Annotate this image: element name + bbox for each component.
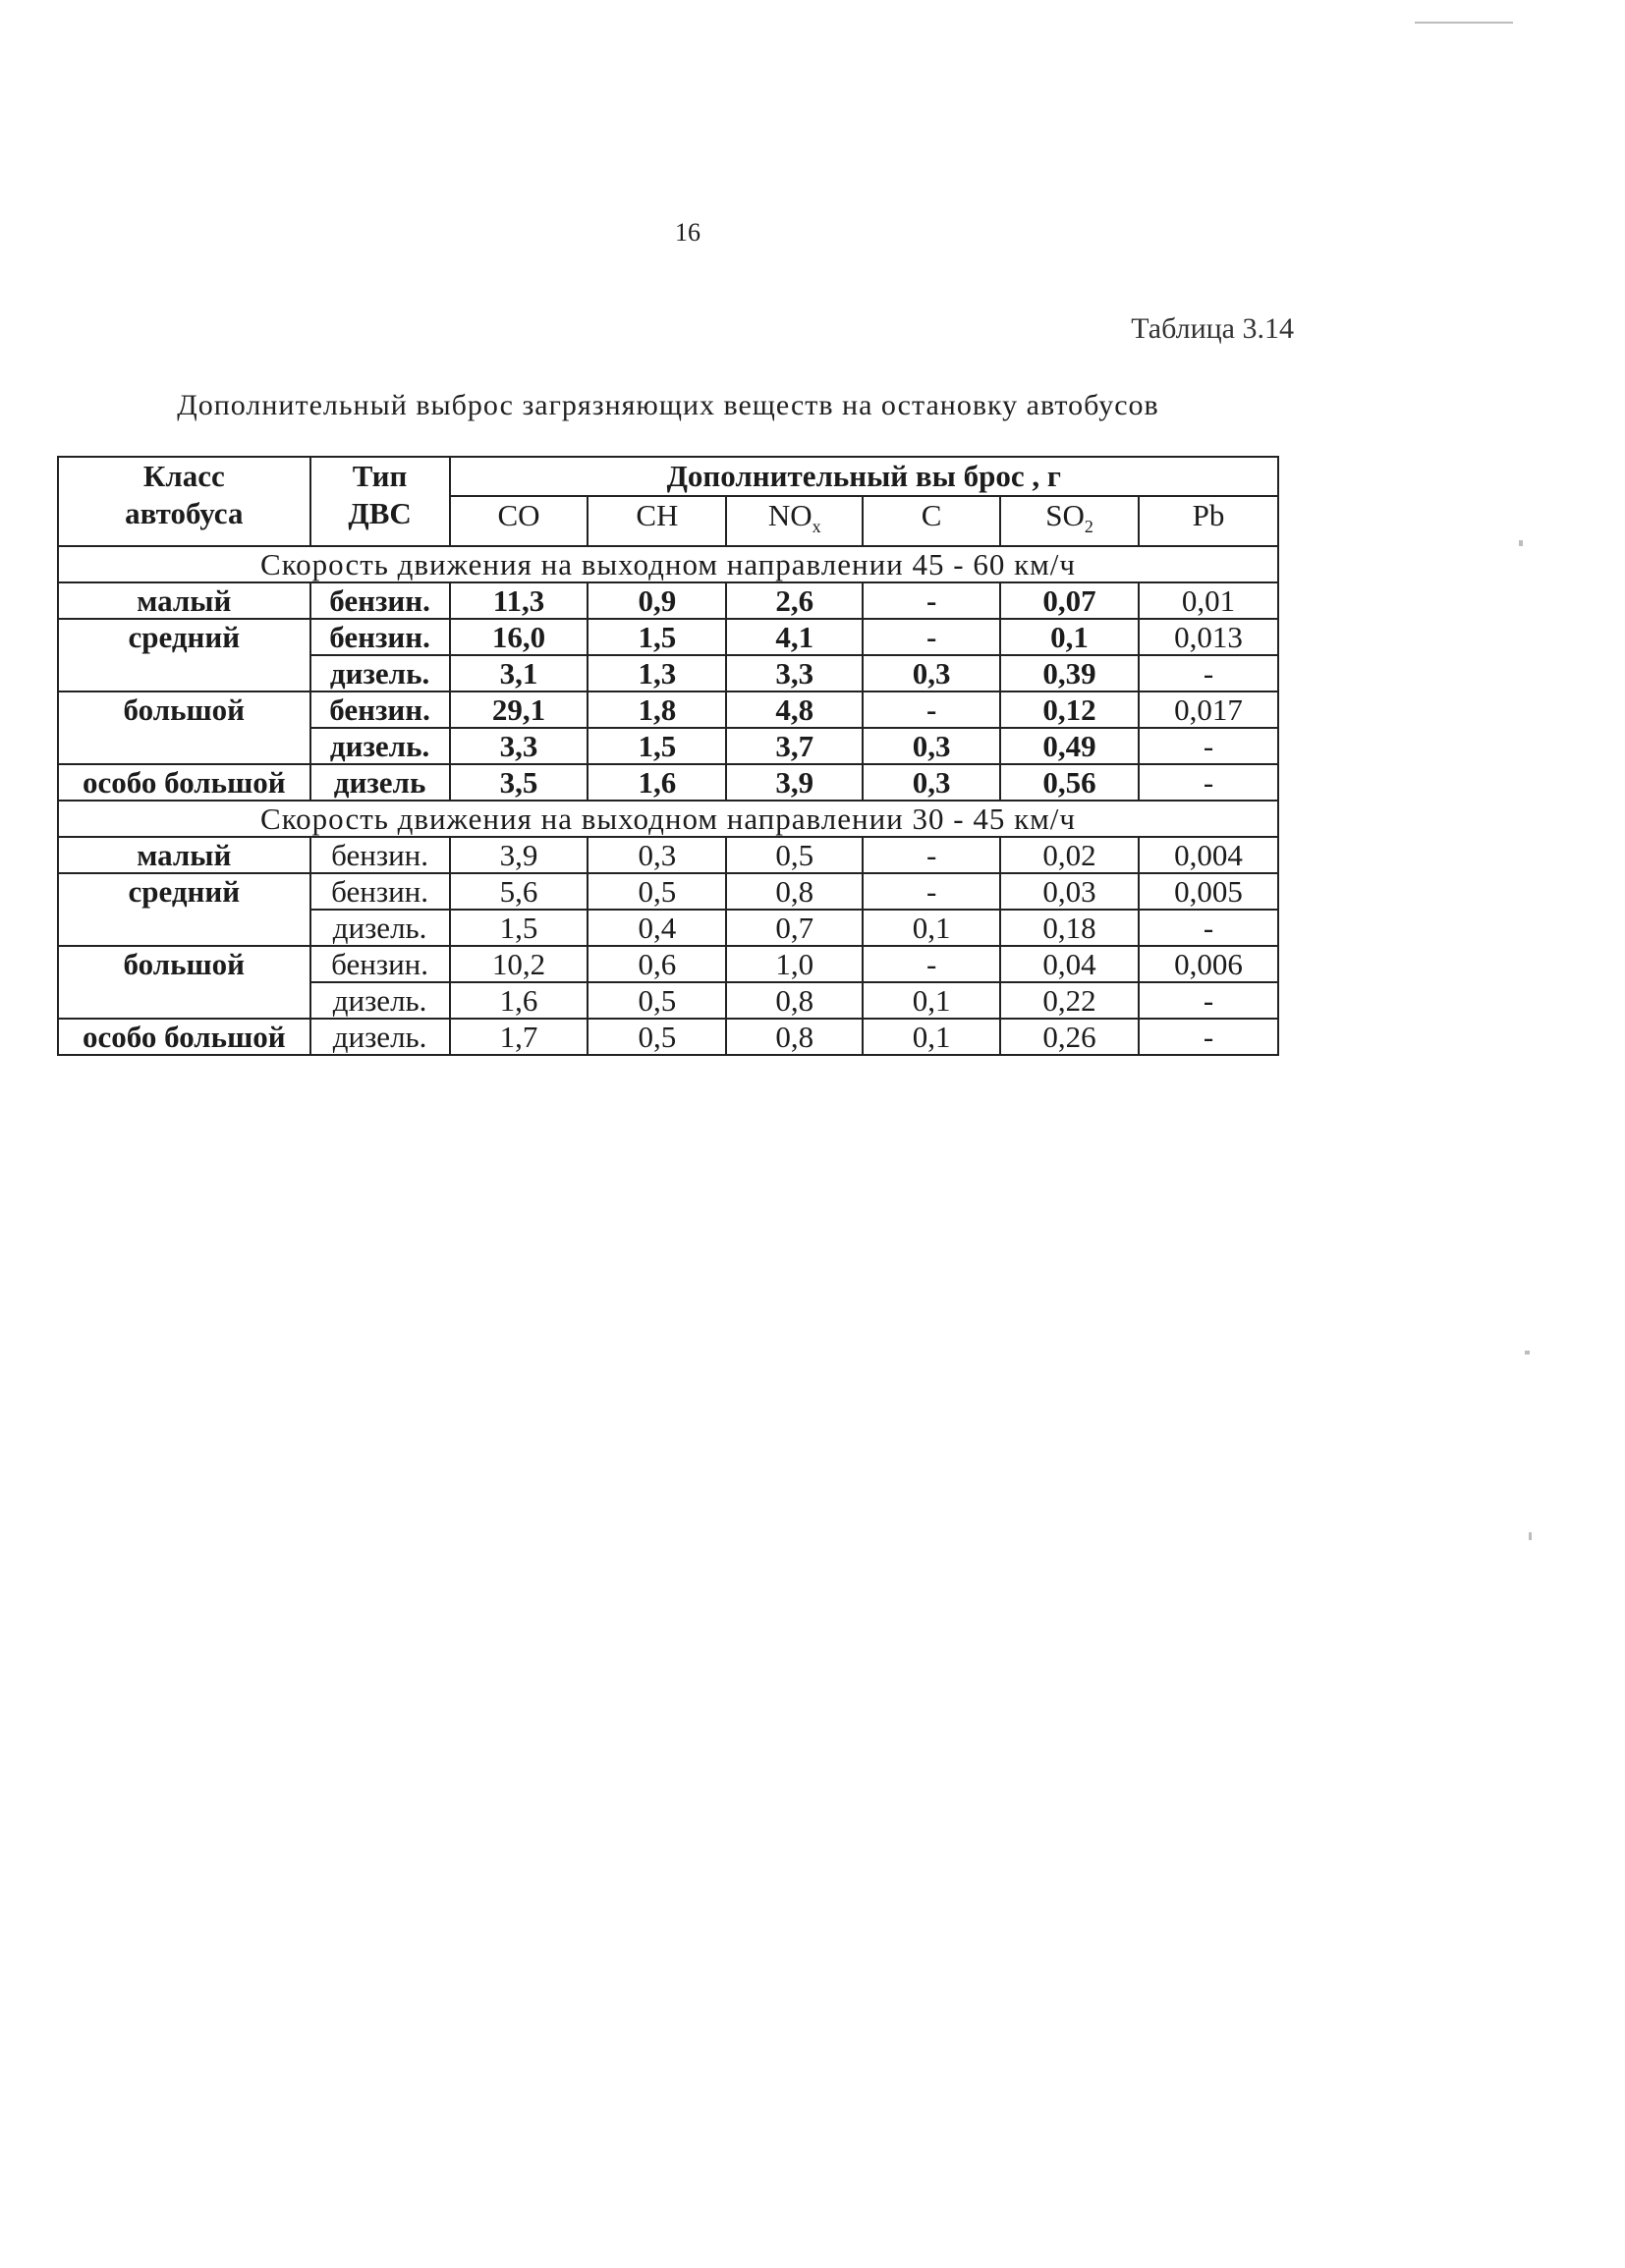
value-cell-pb: - [1139,1019,1278,1055]
engine-type-cell: бензин. [310,946,450,982]
value-cell-ch: 0,6 [588,946,726,982]
value-cell-so2: 0,56 [1000,764,1139,801]
value-cell-pb: - [1139,655,1278,691]
value-cell-so2: 0,02 [1000,837,1139,873]
engine-type-cell: бензин. [310,873,450,910]
bus-class-cell: особо большой [58,764,310,801]
scan-speck [1525,1351,1530,1355]
table-number: Таблица 3.14 [1131,312,1294,345]
value-cell-co: 1,7 [450,1019,588,1055]
table-row [58,837,1278,873]
value-cell-pb: 0,01 [1139,582,1278,619]
value-cell-so2: 0,22 [1000,982,1139,1019]
value-cell-so2: 0,07 [1000,582,1139,619]
value-cell-c: 0,3 [863,764,1000,801]
value-cell-so2: 0,12 [1000,691,1139,728]
value-cell-co: 3,9 [450,837,588,873]
value-cell-c: 0,1 [863,982,1000,1019]
value-cell-nox: 3,9 [726,764,863,801]
value-cell-co: 1,6 [450,982,588,1019]
engine-column-header: Тип ДВС [310,457,450,546]
section-label: Скорость движения на выходном направлении 30 - 45 км/ч [58,801,1278,837]
value-cell-ch: 1,3 [588,655,726,691]
value-cell-c: - [863,691,1000,728]
engine-type-cell: дизель. [310,1019,450,1055]
value-cell-c: 0,1 [863,910,1000,946]
engine-type-cell: бензин. [310,582,450,619]
emission-group-header: Дополнительный вы брос , г [450,457,1278,496]
value-cell-so2: 0,26 [1000,1019,1139,1055]
value-cell-nox: 1,0 [726,946,863,982]
pollutant-header-c: C [863,496,1000,546]
value-cell-pb: - [1139,982,1278,1019]
value-cell-pb: 0,005 [1139,873,1278,910]
page-number: 16 [675,218,700,247]
bus-class-cell: большой [58,946,310,1019]
value-cell-co: 5,6 [450,873,588,910]
value-cell-co: 16,0 [450,619,588,655]
section-label: Скорость движения на выходном направлении 45 - 60 км/ч [58,546,1278,582]
pollutant-header-co: CO [450,496,588,546]
value-cell-c: - [863,837,1000,873]
value-cell-ch: 0,4 [588,910,726,946]
value-cell-co: 3,1 [450,655,588,691]
value-cell-ch: 1,6 [588,764,726,801]
table-row [58,619,1278,655]
table-row [58,582,1278,619]
engine-type-cell: дизель. [310,728,450,764]
value-cell-ch: 0,5 [588,873,726,910]
value-cell-c: 0,3 [863,655,1000,691]
value-cell-ch: 0,3 [588,837,726,873]
value-cell-c: - [863,619,1000,655]
value-cell-nox: 0,7 [726,910,863,946]
class-column-header: Класс автобуса [58,457,310,546]
value-cell-c: 0,1 [863,1019,1000,1055]
pollutant-header-so2: $SO_2$ [1000,496,1139,546]
value-cell-pb: 0,006 [1139,946,1278,982]
value-cell-nox: 0,5 [726,837,863,873]
value-cell-nox: 4,1 [726,619,863,655]
value-cell-nox: 0,8 [726,873,863,910]
bus-class-cell: средний [58,873,310,946]
header-row-1 [58,457,1278,496]
table-row [58,1019,1278,1055]
value-cell-c: - [863,946,1000,982]
value-cell-ch: 0,5 [588,1019,726,1055]
value-cell-pb: 0,004 [1139,837,1278,873]
bus-class-cell: особо большой [58,1019,310,1055]
value-cell-c: 0,3 [863,728,1000,764]
value-cell-nox: 2,6 [726,582,863,619]
table-row [58,946,1278,982]
engine-type-cell: бензин. [310,691,450,728]
value-cell-co: 11,3 [450,582,588,619]
value-cell-co: 3,5 [450,764,588,801]
value-cell-so2: 0,1 [1000,619,1139,655]
table-title: Дополнительный выброс загрязняющих веществ на остановку автобусов [177,389,1159,421]
table-row [58,691,1278,728]
section-header-row [58,546,1278,582]
pollutant-header-pb: Pb [1139,496,1278,546]
value-cell-co: 10,2 [450,946,588,982]
scan-speck [1519,540,1523,546]
value-cell-pb: 0,013 [1139,619,1278,655]
engine-type-cell: дизель. [310,982,450,1019]
value-cell-c: - [863,873,1000,910]
section-header-row [58,801,1278,837]
value-cell-so2: 0,04 [1000,946,1139,982]
emissions-table [57,456,1279,1056]
value-cell-so2: 0,03 [1000,873,1139,910]
value-cell-ch: 1,5 [588,619,726,655]
value-cell-nox: 4,8 [726,691,863,728]
value-cell-so2: 0,18 [1000,910,1139,946]
table-row [58,873,1278,910]
value-cell-nox: 0,8 [726,1019,863,1055]
engine-type-cell: дизель. [310,910,450,946]
value-cell-pb: - [1139,764,1278,801]
value-cell-c: - [863,582,1000,619]
bus-class-cell: большой [58,691,310,764]
value-cell-pb: - [1139,910,1278,946]
value-cell-ch: 1,5 [588,728,726,764]
value-cell-pb: - [1139,728,1278,764]
bus-class-cell: малый [58,582,310,619]
value-cell-ch: 0,9 [588,582,726,619]
value-cell-nox: 3,7 [726,728,863,764]
pollutant-header-ch: CH [588,496,726,546]
value-cell-so2: 0,39 [1000,655,1139,691]
engine-type-cell: дизель [310,764,450,801]
value-cell-ch: 0,5 [588,982,726,1019]
table-row [58,764,1278,801]
value-cell-so2: 0,49 [1000,728,1139,764]
scan-speck [1529,1532,1532,1540]
value-cell-ch: 1,8 [588,691,726,728]
value-cell-nox: 3,3 [726,655,863,691]
value-cell-co: 1,5 [450,910,588,946]
engine-type-cell: бензин. [310,837,450,873]
pollutant-header-nox: $NO_x$ [726,496,863,546]
bus-class-cell: малый [58,837,310,873]
engine-type-cell: бензин. [310,619,450,655]
engine-type-cell: дизель. [310,655,450,691]
value-cell-pb: 0,017 [1139,691,1278,728]
scan-speck [1415,22,1513,24]
value-cell-nox: 0,8 [726,982,863,1019]
bus-class-cell: средний [58,619,310,691]
value-cell-co: 3,3 [450,728,588,764]
value-cell-co: 29,1 [450,691,588,728]
